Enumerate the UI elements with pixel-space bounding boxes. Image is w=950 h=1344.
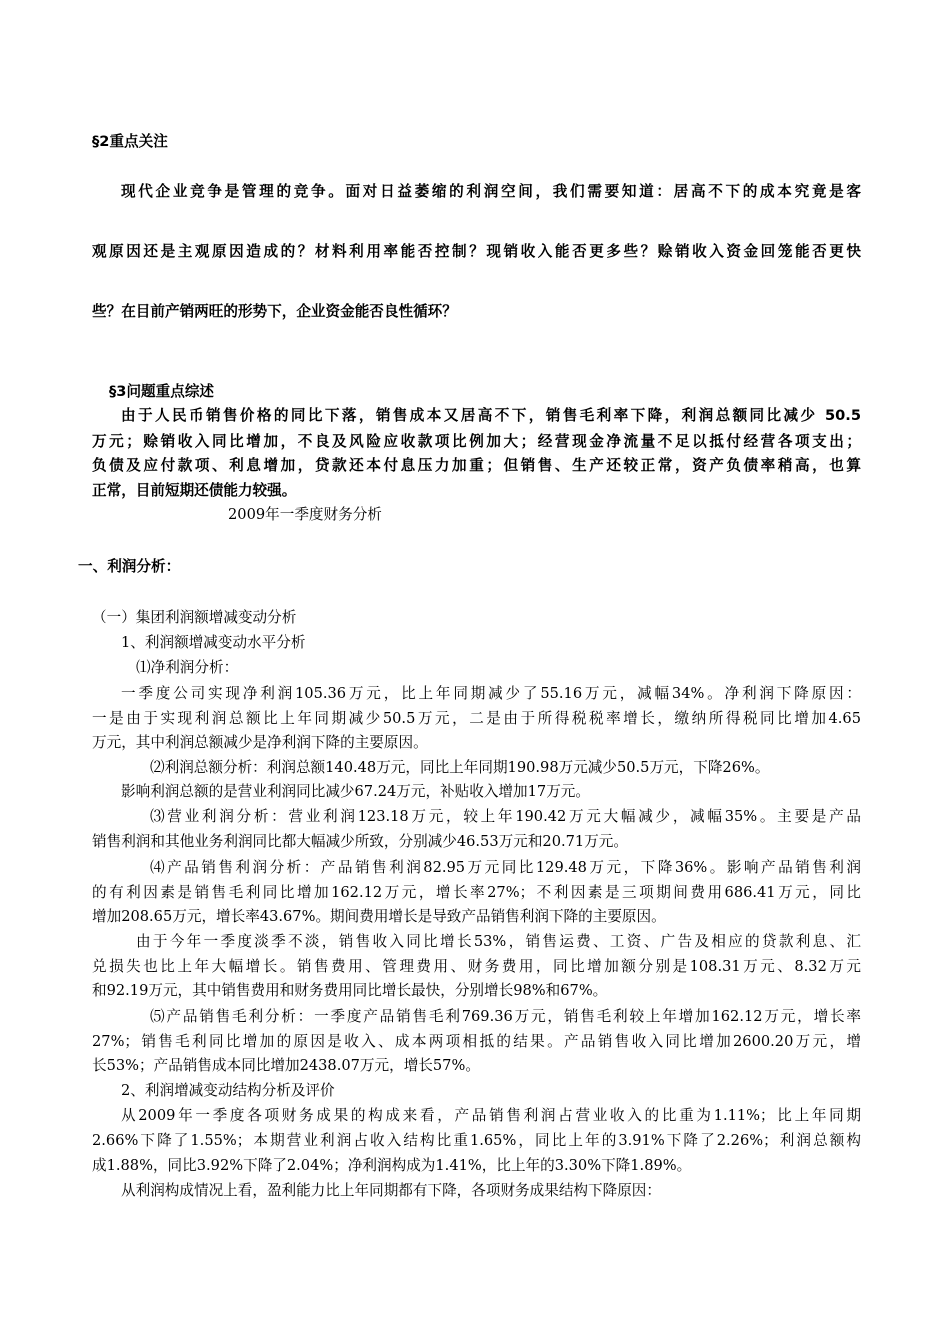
p1-line-2: 一是由于实现利润总额比上年同期减少50.5万元，二是由于所得税税率增长，缴纳所得税同比增加4.65 <box>92 710 861 727</box>
part1-heading: 一、利润分析： <box>78 558 181 575</box>
p7-line-3: 成1.88%，同比3.92%下降了2.04%；净利润构成为1.41%，比上年的3.30%下降1.89%。 <box>92 1157 692 1174</box>
p6-line-2: 27%；销售毛利同比增加的原因是收入、成本两项相抵的结果。产品销售收入同比增加2600.20万元，增 <box>92 1033 861 1050</box>
p7-line-1: 从2009年一季度各项财务成果的构成来看，产品销售利润占营业收入的比重为1.11%；比上年同期 <box>121 1107 861 1124</box>
p2-line-2: 影响利润总额的是营业利润同比减少67.24万元，补贴收入增加17万元。 <box>121 783 590 800</box>
section2-line-1: 现代企业竞争是管理的竞争。面对日益萎缩的利润空间，我们需要知道：居高不下的成本究竟是客 <box>121 183 861 200</box>
p3-line-1: ⑶营业利润分析：营业利润123.18万元，较上年190.42万元大幅减少，减幅35%。主要是产品 <box>150 808 861 825</box>
section2-heading: §2重点关注 <box>92 133 168 150</box>
section2-line-2: 观原因还是主观原因造成的？材料利用率能否控制？现销收入能否更多些？赊销收入资金回笼能否更快 <box>92 243 861 260</box>
item-net-profit: ⑴净利润分析： <box>136 659 239 676</box>
p3-line-2: 销售利润和其他业务利润同比都大幅减少所致，分别减少46.53万元和20.71万元。 <box>92 833 628 850</box>
section3-line-4: 正常，目前短期还债能力较强。 <box>92 482 297 499</box>
p1-line-3: 万元，其中利润总额减少是净利润下降的主要原因。 <box>92 734 428 751</box>
report-title: 2009年一季度财务分析 <box>228 506 382 523</box>
p2-line-1: ⑵利润总额分析：利润总额140.48万元，同比上年同期190.98万元减少50.5万元，下降26%。 <box>150 759 770 776</box>
p5-line-1: 由于今年一季度淡季不淡，销售收入同比增长53%，销售运费、工资、广告及相应的贷款利息、汇 <box>136 933 861 950</box>
p4-line-2: 的有利因素是销售毛利同比增加162.12万元，增长率27%；不利因素是三项期间费用686.41万元，同比 <box>92 884 861 901</box>
section2-line-3: 些？在目前产销两旺的形势下，企业资金能否良性循环？ <box>92 303 457 320</box>
p4-line-1: ⑷产品销售利润分析：产品销售利润82.95万元同比129.48万元，下降36%。影响产品销售利润 <box>150 859 861 876</box>
p4-line-3: 增加208.65万元，增长率43.67%。期间费用增长是导致产品销售利润下降的主要原因。 <box>92 908 666 925</box>
p5-line-2: 兑损失也比上年大幅增长。销售费用、管理费用、财务费用，同比增加额分别是108.31万元、8.32万元 <box>92 958 861 975</box>
section3-heading: §3问题重点综述 <box>109 383 215 400</box>
p1-line-1: 一季度公司实现净利润105.36万元，比上年同期减少了55.16万元，减幅34%。净利润下降原因： <box>121 685 861 702</box>
section3-line-2: 万元；赊销收入同比增加，不良及风险应收款项比例加大；经营现金净流量不足以抵付经营各项支出； <box>92 433 861 450</box>
subheading-1-2: 2、利润增减变动结构分析及评价 <box>121 1082 335 1099</box>
subheading-1: （一）集团利润额增减变动分析 <box>92 609 297 626</box>
subheading-1-1: 1、利润额增减变动水平分析 <box>121 634 306 651</box>
p6-line-3: 长53%；产品销售成本同比增加2438.07万元，增长57%。 <box>92 1057 480 1074</box>
section3-line-1: 由于人民币销售价格的同比下落，销售成本又居高不下，销售毛利率下降，利润总额同比减少 50.5 <box>121 407 861 424</box>
p5-line-3: 和92.19万元，其中销售费用和财务费用同比增长最快，分别增长98%和67%。 <box>92 982 608 999</box>
p6-line-1: ⑸产品销售毛利分析：一季度产品销售毛利769.36万元，销售毛利较上年增加162.12万元，增长率 <box>150 1008 861 1025</box>
p7-line-2: 2.66%下降了1.55%；本期营业利润占收入结构比重1.65%，同比上年的3.91%下降了2.26%；利润总额构 <box>92 1132 861 1149</box>
p8-line-1: 从利润构成情况上看，盈利能力比上年同期都有下降，各项财务成果结构下降原因： <box>121 1182 661 1199</box>
section3-line-3: 负债及应付款项、利息增加，贷款还本付息压力加重；但销售、生产还较正常，资产负债率稍高，也算 <box>92 457 861 474</box>
